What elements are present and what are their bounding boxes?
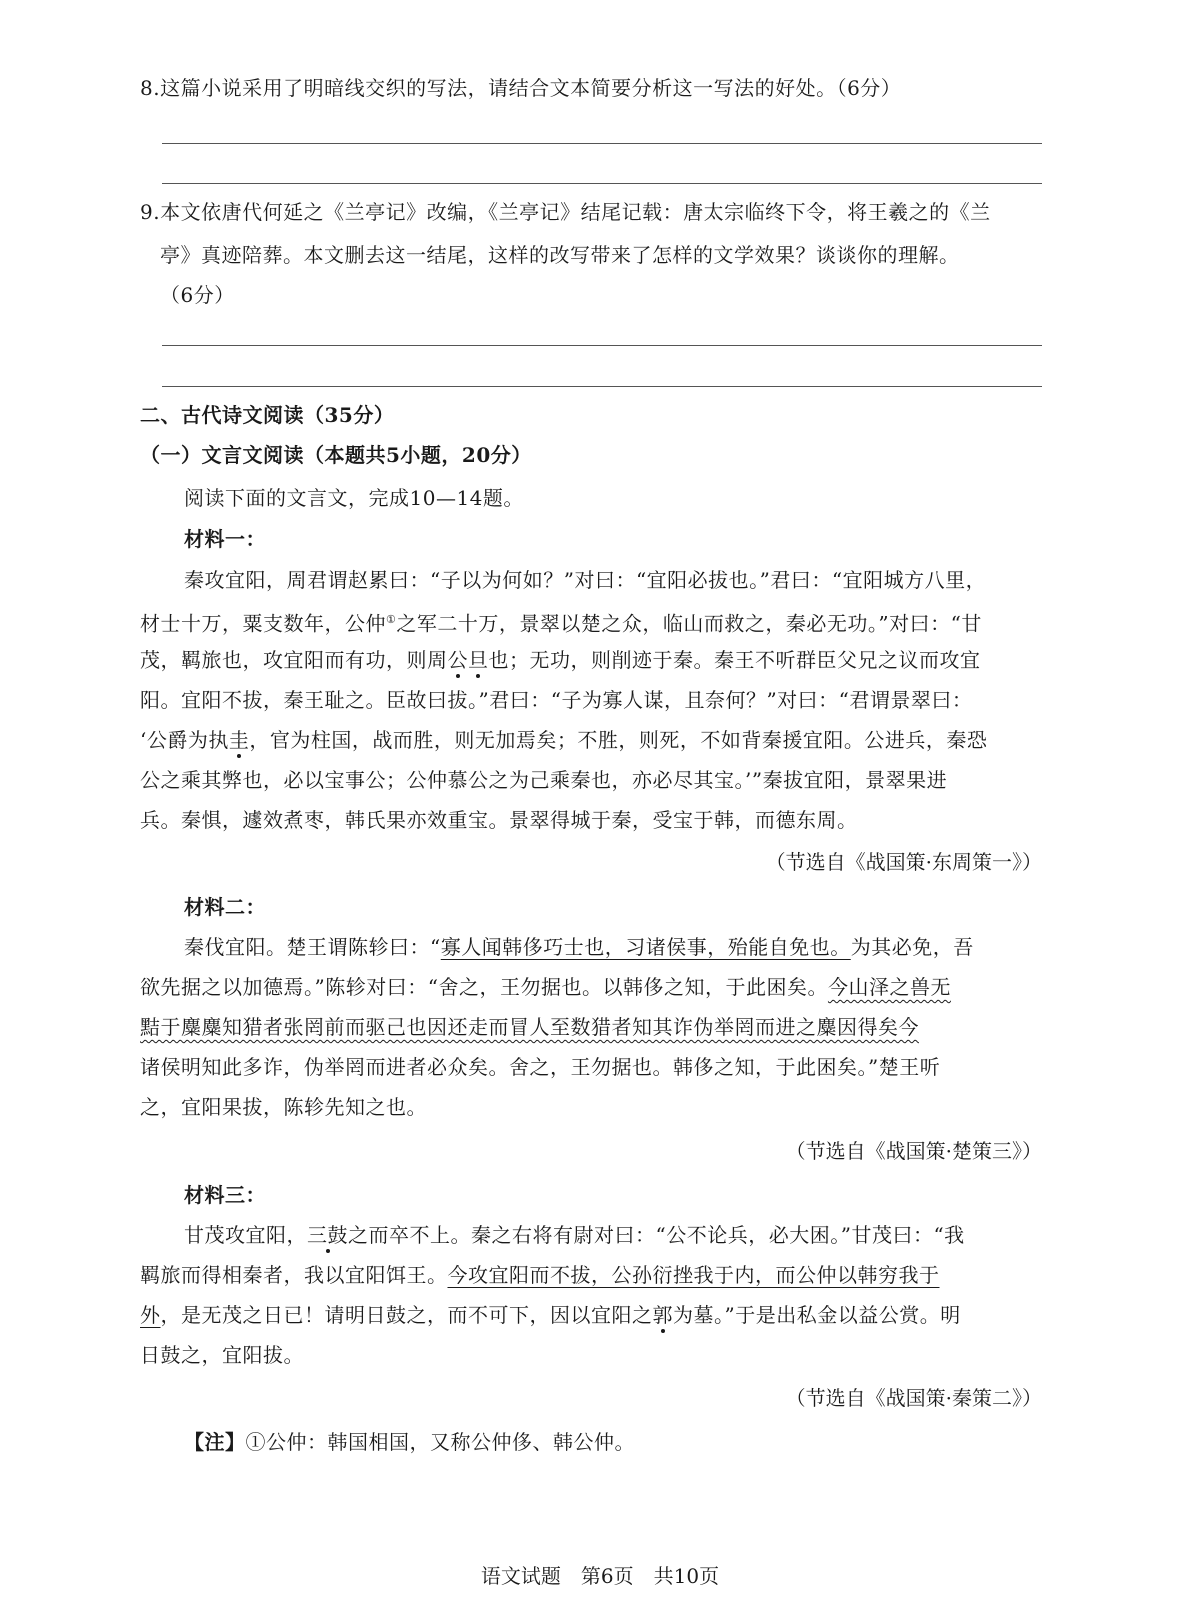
answer-line[interactable] xyxy=(162,345,1042,346)
answer-line[interactable] xyxy=(162,143,1042,144)
material-2-line: 诸侯明知此多诈，伪举罔而进者必众矣。舍之，王勿据也。韩侈之知，于此困矣。”楚王听 xyxy=(140,1055,941,1079)
answer-line[interactable] xyxy=(162,386,1042,387)
material-1-line: 茂，羁旅也，攻宜阳而有功，则周公旦也；无功，则削迹于秦。秦王不听群臣父兄之议而攻宜 xyxy=(140,648,981,672)
material-1-line: 材士十万，粟支数年，公仲①之军二十万，景翠以楚之众，临山而救之，秦必无功。”对曰：“甘 xyxy=(140,611,982,636)
underlined-sentence: 寡人闻韩侈巧士也，习诸侯事，殆能自免也。 xyxy=(440,935,851,959)
underlined-sentence: 外 xyxy=(140,1303,161,1327)
reading-instruction: 阅读下面的文言文，完成10—14题。 xyxy=(184,486,524,510)
material-3-line: 甘茂攻宜阳，三鼓之而卒不上。秦之右将有尉对曰：“公不论兵，必大困。”甘茂曰：“我 xyxy=(184,1223,965,1247)
answer-line[interactable] xyxy=(162,183,1042,184)
section-title: 二、古代诗文阅读（35分） xyxy=(140,403,395,427)
material-1-line: ‘公爵为执圭，官为柱国，战而胜，则无加焉矣；不胜，则死，不如背秦援宜阳。公进兵，秦恐 xyxy=(140,728,988,752)
material-2-line: 秦伐宜阳。楚王谓陈轸曰：“寡人闻韩侈巧士也，习诸侯事，殆能自免也。为其必免，吾 xyxy=(184,935,974,959)
wavy-underlined-text: 今山泽之兽无 xyxy=(827,975,951,999)
material-3-source: （节选自《战国策·秦策二》） xyxy=(785,1386,1042,1410)
material-1-line: 公之乘其弊也，必以宝事公；公仲慕公之为己乘秦也，亦必尽其宝。’”秦拔宜阳，景翠果进 xyxy=(140,768,948,792)
material-2-label: 材料二： xyxy=(184,895,266,919)
footnote-marker: ① xyxy=(386,613,397,626)
emphasis-dot-char: 公 xyxy=(447,648,468,672)
emphasis-dot-char: 圭 xyxy=(228,728,250,752)
material-2-line: 欲先据之以加德焉。”陈轸对曰：“舍之，王勿据也。以韩侈之知，于此困矣。今山泽之兽无 xyxy=(140,975,951,999)
material-1-line: 阳。宜阳不拔，秦王耻之。臣故曰拔。”君曰：“子为寡人谋，且奈何？”对曰：“君谓景翠曰： xyxy=(140,688,973,712)
page-footer: 语文试题 第6页 共10页 xyxy=(480,1564,720,1588)
emphasis-dot-char: 郭 xyxy=(652,1303,673,1327)
question-8: 8.这篇小说采用了明暗线交织的写法，请结合文本简要分析这一写法的好处。（6分） xyxy=(140,76,902,100)
emphasis-dot-char: 旦 xyxy=(468,648,489,672)
question-9-line-2: 亭》真迹陪葬。本文删去这一结尾，这样的改写带来了怎样的文学效果？谈谈你的理解。 xyxy=(160,243,960,267)
question-9-line-1: 9.本文依唐代何延之《兰亭记》改编，《兰亭记》结尾记载：唐太宗临终下令，将王羲之的《兰 xyxy=(140,200,991,224)
emphasis-dot-char: 三鼓 xyxy=(307,1223,348,1247)
material-3-line: 羁旅而得相秦者，我以宜阳饵王。今攻宜阳而不拔，公孙衍挫我于内，而公仲以韩穷我于 xyxy=(140,1263,940,1287)
material-2-source: （节选自《战国策·楚策三》） xyxy=(785,1139,1042,1163)
footnote: 【注】①公仲：韩国相国，又称公仲侈、韩公仲。 xyxy=(184,1430,635,1454)
note-tag: 【注】 xyxy=(184,1430,246,1454)
material-2-line xyxy=(140,1013,919,1041)
material-3-line: 日鼓之，宜阳拔。 xyxy=(140,1343,304,1367)
material-1-line: 兵。秦惧，遽效煮枣，韩氏果亦效重宝。景翠得城于秦，受宝于韩，而德东周。 xyxy=(140,808,858,832)
wavy-underlined-text: 黠于麋麋知猎者张罔前而驱己也因还走而冒人至数猎者知其诈伪举罔而进之麋因得矣今 xyxy=(140,1015,919,1039)
underlined-sentence: 今攻宜阳而不拔，公孙衍挫我于内，而公仲以韩穷我于 xyxy=(447,1263,940,1287)
material-1-source: （节选自《战国策·东周策一》） xyxy=(765,850,1042,874)
material-3-line: 外，是无茂之日已！请明日鼓之，而不可下，因以宜阳之郭为墓。”于是出私金以益公赏。明 xyxy=(140,1303,961,1327)
subsection-title: （一）文言文阅读（本题共5小题，20分） xyxy=(140,443,532,467)
material-3-label: 材料三： xyxy=(184,1183,266,1207)
question-9-line-3: （6分） xyxy=(160,283,235,307)
material-1-line: 秦攻宜阳，周君谓赵累曰：“子以为何如？”对曰：“宜阳必拔也。”君曰：“宜阳城方八里， xyxy=(184,568,987,592)
material-1-label: 材料一： xyxy=(184,527,266,551)
material-2-line: 之，宜阳果拔，陈轸先知之也。 xyxy=(140,1095,427,1119)
